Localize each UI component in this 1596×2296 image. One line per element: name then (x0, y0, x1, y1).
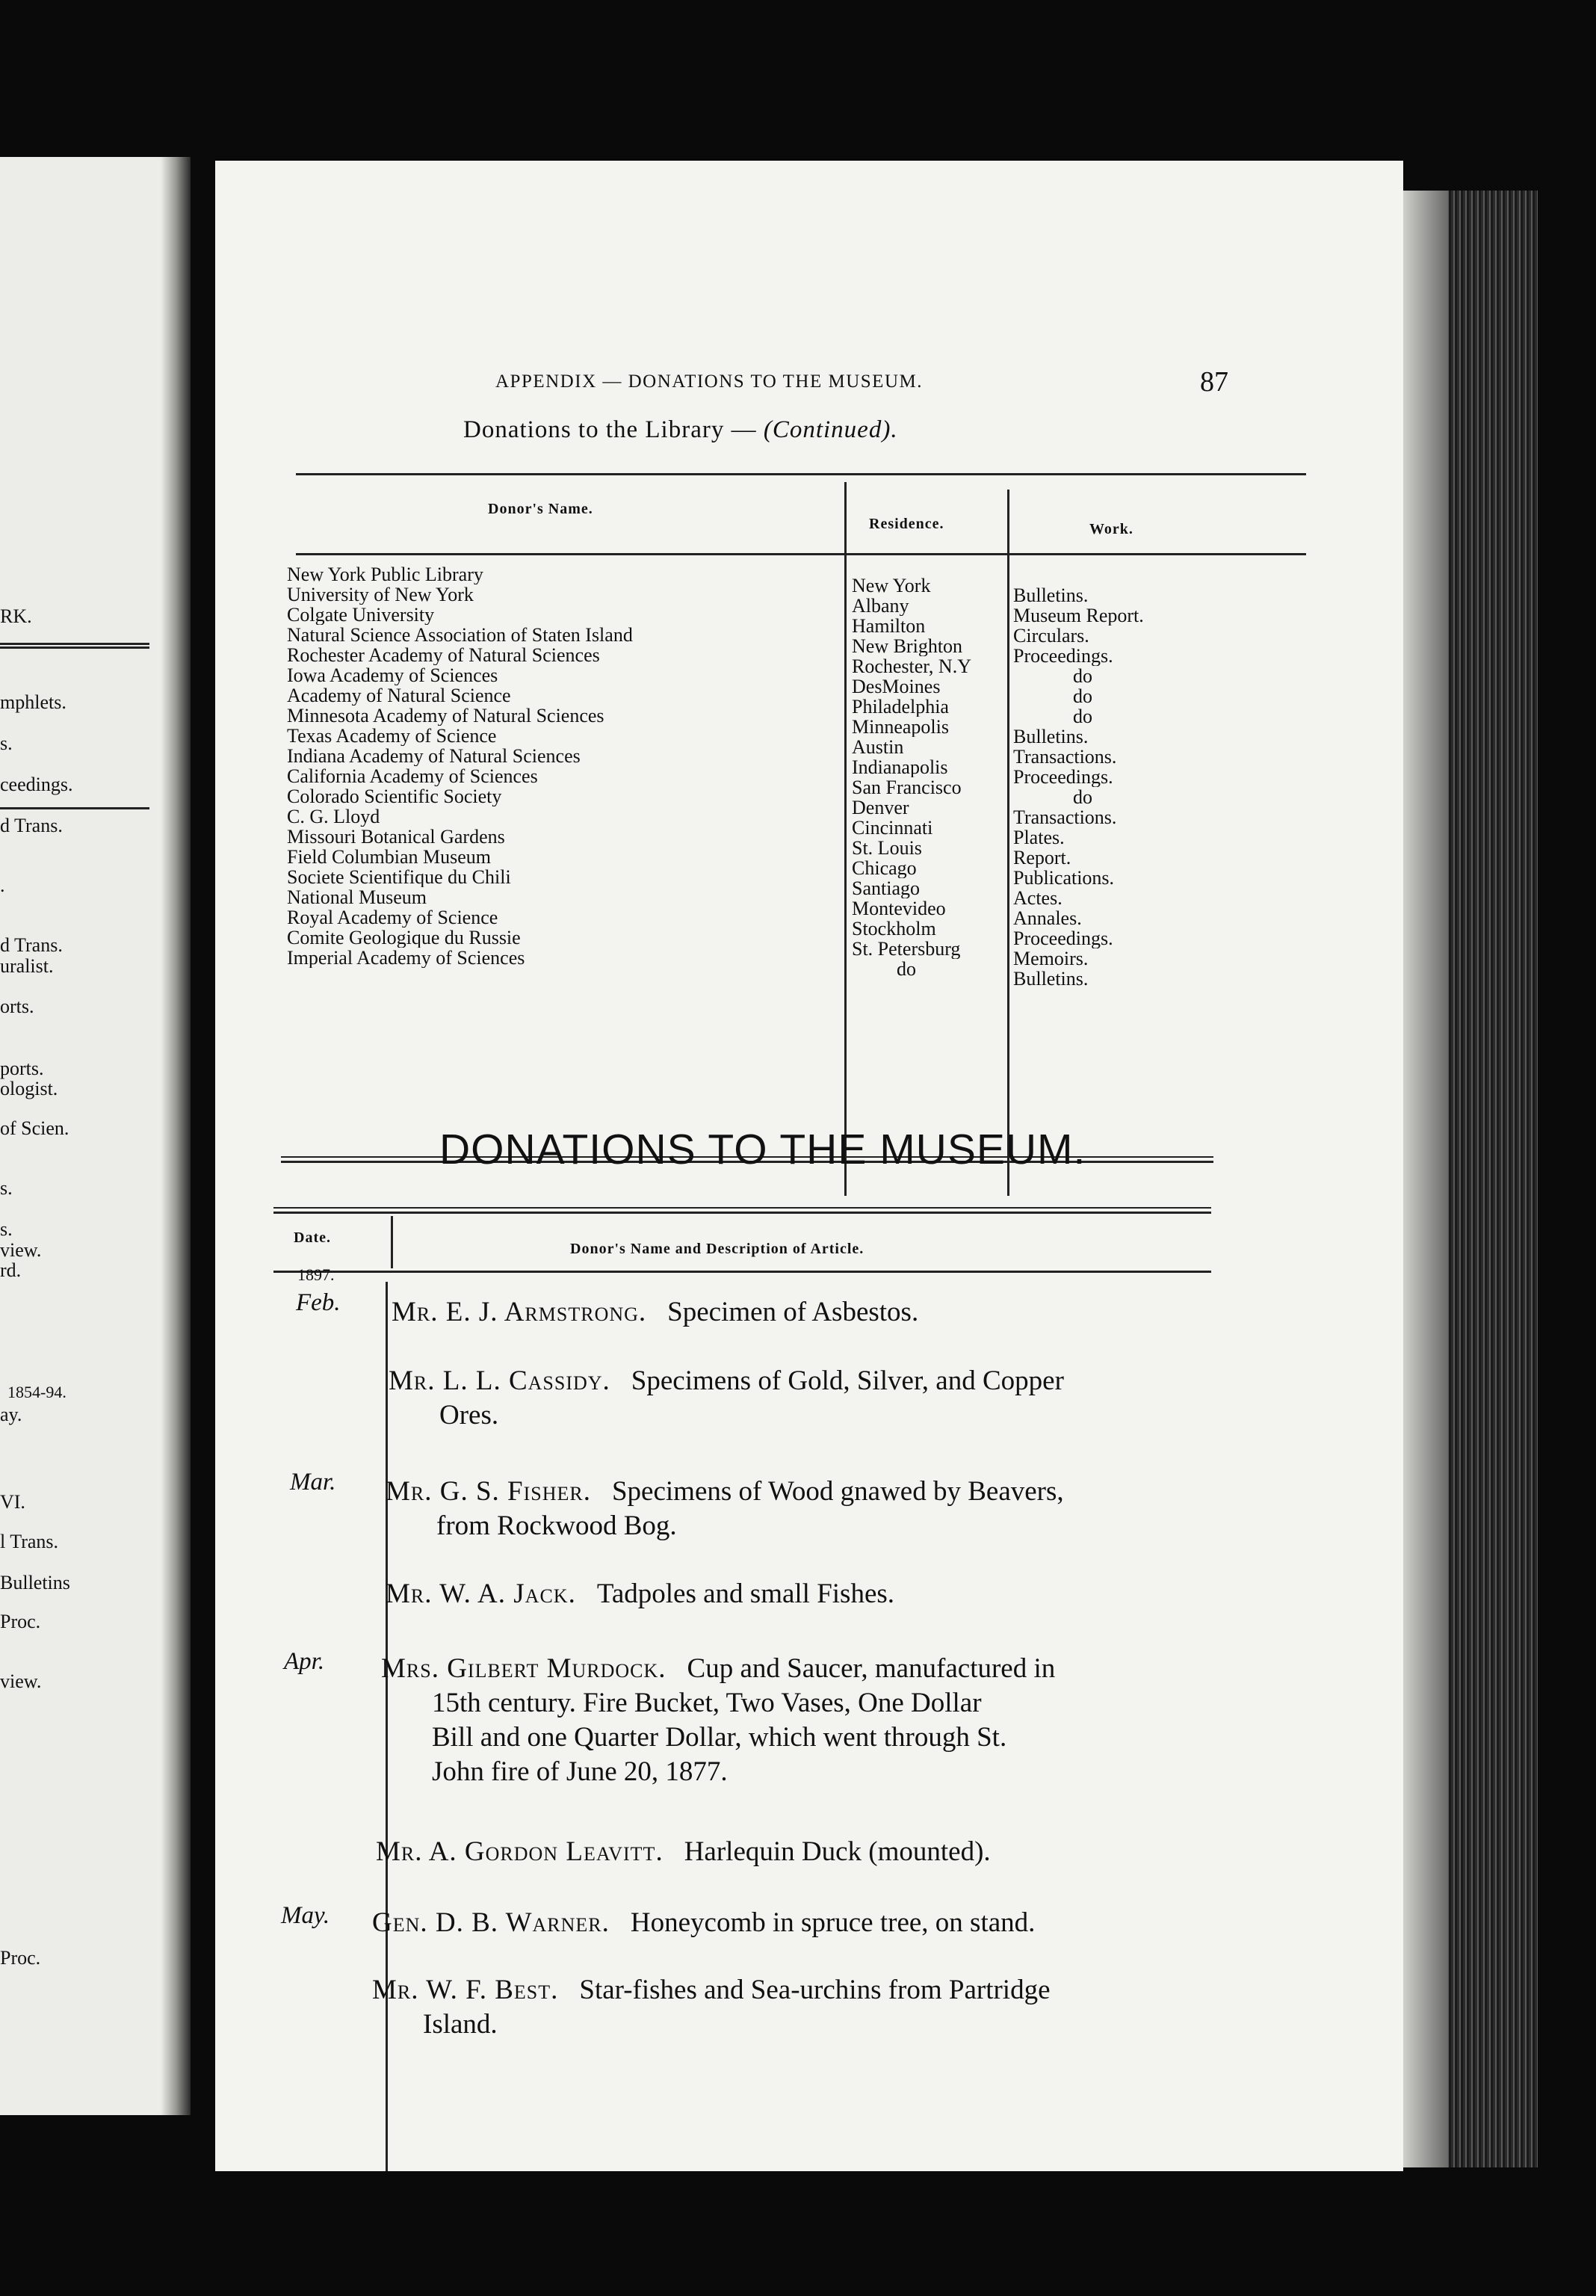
left-facing-page (0, 157, 191, 2115)
month-label: Feb. (296, 1289, 341, 1316)
book-page-edges (1403, 191, 1538, 2167)
left-page-rule (0, 643, 149, 645)
donation-entry (376, 1835, 1198, 1869)
table-cell: Indianapolis (852, 757, 948, 777)
left-page-fragment: view. (0, 1239, 42, 1261)
table-cell: Actes. (1013, 888, 1063, 908)
table-cell: Societe Scientifique du Chili (287, 867, 511, 887)
table-cell: Imperial Academy of Sciences (287, 948, 525, 968)
museum-table-top-rule (273, 1212, 1211, 1214)
donor-name: Mr. A. Gordon Leavitt. (376, 1836, 664, 1867)
entry-text: 15th century. Fire Bucket, Two Vases, One Dollar (432, 1688, 982, 1718)
entry-text: Specimens of Wood gnawed by Beavers, (611, 1476, 1064, 1507)
column-header-residence: Residence. (869, 516, 944, 532)
table-cell: Bulletins. (1013, 726, 1089, 747)
library-donor-column (287, 564, 840, 968)
table-cell: St. Petersburg (852, 939, 961, 959)
table-cell: Natural Science Association of Staten Island (287, 625, 633, 645)
donation-entry (392, 1295, 1213, 1330)
left-page-fragment: ay. (0, 1404, 22, 1425)
left-page-fragment: l Trans. (0, 1531, 59, 1552)
table-cell: San Francisco (852, 777, 962, 797)
left-page-fragment: ports. (0, 1058, 44, 1079)
entry-text: Island. (423, 2009, 498, 2040)
table-cell: Comite Geologique du Russie (287, 928, 521, 948)
table-cell: New York (852, 575, 931, 596)
table-cell: Proceedings. (1013, 928, 1113, 948)
table-cell: Transactions. (1013, 747, 1117, 767)
entry-text: Harlequin Duck (mounted). (684, 1836, 991, 1867)
table-cell: Colgate University (287, 605, 435, 625)
column-header-description: Donor's Name and Description of Article. (570, 1241, 864, 1257)
month-label: Mar. (290, 1469, 336, 1496)
table-cell: University of New York (287, 584, 474, 605)
left-page-fragment: uralist. (0, 955, 54, 977)
table-cell: New Brighton (852, 636, 963, 656)
entry-text: Star-fishes and Sea-urchins from Partridge (579, 1975, 1051, 2005)
left-page-fragment: . (0, 874, 5, 896)
entry-text: Honeycomb in spruce tree, on stand. (630, 1907, 1036, 1938)
running-head (215, 357, 1403, 398)
table-cell: do (1073, 686, 1092, 706)
table-cell: St. Louis (852, 838, 922, 858)
library-heading-text: Donations to the Library — (463, 416, 764, 443)
donation-entry (389, 1364, 1210, 1433)
column-header-donor: Donor's Name. (488, 501, 593, 517)
table-cell: Minnesota Academy of Natural Sciences (287, 706, 604, 726)
left-page-fragment: VI. (0, 1491, 25, 1513)
entry-text: Specimens of Gold, Silver, and Copper (631, 1365, 1064, 1396)
left-page-fragment: d Trans. (0, 934, 63, 956)
table-cell: Proceedings. (1013, 646, 1113, 666)
table-cell: do (1073, 706, 1092, 726)
left-page-fragment: ceedings. (0, 774, 73, 795)
right-page (215, 161, 1403, 2171)
table-cell: Proceedings. (1013, 767, 1113, 787)
table-cell: Philadelphia (852, 697, 949, 717)
table-cell: Iowa Academy of Sciences (287, 665, 498, 685)
table-cell: DesMoines (852, 676, 941, 697)
year-label: 1897. (297, 1265, 335, 1284)
table-cell: California Academy of Sciences (287, 766, 538, 786)
left-page-fragment: s. (0, 1177, 13, 1199)
left-page-fragment: orts. (0, 996, 34, 1017)
left-page-fragment: Proc. (0, 1947, 41, 1969)
table-cell: Chicago (852, 858, 917, 878)
table-cell: Rochester, N.Y (852, 656, 971, 676)
table-cell: Bulletins. (1013, 585, 1089, 605)
month-label: Apr. (284, 1648, 325, 1675)
table-column-divider (1007, 490, 1009, 1196)
left-page-fragment: d Trans. (0, 815, 63, 836)
table-cell: do (1073, 787, 1092, 807)
library-heading-continued: (Continued). (763, 416, 898, 443)
donor-name: Mrs. Gilbert Murdock. (381, 1653, 666, 1684)
donation-entry (381, 1652, 1203, 1789)
table-cell: Missouri Botanical Gardens (287, 827, 505, 847)
table-cell: Annales. (1013, 908, 1082, 928)
table-cell: Circulars. (1013, 626, 1089, 646)
left-page-fragment: Proc. (0, 1611, 41, 1632)
table-cell: Royal Academy of Science (287, 907, 498, 928)
table-cell: Minneapolis (852, 717, 949, 737)
table-cell: Transactions. (1013, 807, 1117, 827)
table-cell: Denver (852, 797, 909, 818)
left-page-fragment: Bulletins (0, 1572, 70, 1593)
table-cell: Memoirs. (1013, 948, 1089, 969)
library-residence-column (852, 575, 1005, 979)
entry-text: Tadpoles and small Fishes. (596, 1578, 895, 1609)
table-column-divider (844, 482, 847, 1196)
left-page-fragment: s. (0, 732, 13, 754)
donor-name: Mr. L. L. Cassidy. (389, 1365, 610, 1396)
donation-entry (386, 1475, 1207, 1543)
museum-table-header-rule (273, 1271, 1211, 1273)
table-cell: Austin (852, 737, 904, 757)
left-page-fragment: mphlets. (0, 691, 66, 713)
museum-table-column-divider (391, 1216, 393, 1268)
page-curl-shadow (1403, 191, 1448, 2167)
table-cell: Indiana Academy of Natural Sciences (287, 746, 581, 766)
left-page-fragment: RK. (0, 605, 32, 627)
donor-name: Mr. W. F. Best. (372, 1975, 559, 2005)
donor-name: Gen. D. B. Warner. (372, 1907, 610, 1938)
table-header-rule (296, 553, 1306, 555)
column-header-date: Date. (294, 1229, 331, 1246)
page-number: 87 (1200, 366, 1228, 398)
month-label: May. (281, 1902, 330, 1929)
left-page-rule (0, 807, 149, 809)
table-cell: Colorado Scientific Society (287, 786, 502, 806)
left-page-rule (0, 646, 149, 649)
left-page-fragment: view. (0, 1670, 42, 1692)
left-page-fragment: s. (0, 1218, 13, 1240)
table-cell: do (897, 959, 916, 979)
table-cell: Academy of Natural Science (287, 685, 511, 706)
left-page-fragment: of Scien. (0, 1117, 69, 1139)
table-cell: Cincinnati (852, 818, 933, 838)
museum-table-top-rule (273, 1207, 1211, 1209)
table-cell: New York Public Library (287, 564, 483, 584)
table-cell: Santiago (852, 878, 920, 898)
library-heading (463, 416, 898, 444)
entry-text: Ores. (439, 1400, 499, 1431)
entry-text: Bill and one Quarter Dollar, which went through St. (432, 1722, 1007, 1753)
table-cell: Bulletins. (1013, 969, 1089, 989)
table-cell: Publications. (1013, 868, 1115, 888)
left-page-fragment: ologist. (0, 1078, 58, 1099)
table-cell: Texas Academy of Science (287, 726, 497, 746)
table-top-rule (296, 473, 1306, 475)
running-head-title: APPENDIX — DONATIONS TO THE MUSEUM. (495, 371, 923, 392)
donation-entry (372, 1906, 1194, 1940)
entry-text: Cup and Saucer, manufactured in (687, 1653, 1056, 1684)
donor-name: Mr. W. A. Jack. (386, 1578, 576, 1609)
table-cell: Plates. (1013, 827, 1065, 848)
table-cell: Field Columbian Museum (287, 847, 491, 867)
table-cell: Hamilton (852, 616, 926, 636)
table-cell: Montevideo (852, 898, 946, 919)
left-page-fragment: rd. (0, 1259, 22, 1281)
left-page-gutter (161, 157, 191, 2115)
donor-name: Mr. E. J. Armstrong. (392, 1297, 647, 1327)
donation-entry (386, 1577, 1207, 1611)
entry-text: John fire of June 20, 1877. (432, 1756, 728, 1787)
table-cell: Museum Report. (1013, 605, 1144, 626)
donor-name: Mr. G. S. Fisher. (386, 1476, 591, 1507)
table-cell: Rochester Academy of Natural Sciences (287, 645, 600, 665)
table-cell: National Museum (287, 887, 427, 907)
entry-text: Specimen of Asbestos. (667, 1297, 919, 1327)
table-cell: do (1073, 666, 1092, 686)
entry-text: from Rockwood Bog. (436, 1510, 677, 1541)
table-cell: Stockholm (852, 919, 936, 939)
table-cell: Albany (852, 596, 909, 616)
library-work-column (1013, 585, 1207, 989)
left-page-fragment: 1854-94. (7, 1383, 66, 1401)
donation-entry (372, 1973, 1194, 2042)
column-header-work: Work. (1089, 521, 1133, 537)
museum-section-title: DONATIONS TO THE MUSEUM. (439, 1126, 1086, 1173)
table-cell: Report. (1013, 848, 1071, 868)
table-cell: C. G. Lloyd (287, 806, 380, 827)
